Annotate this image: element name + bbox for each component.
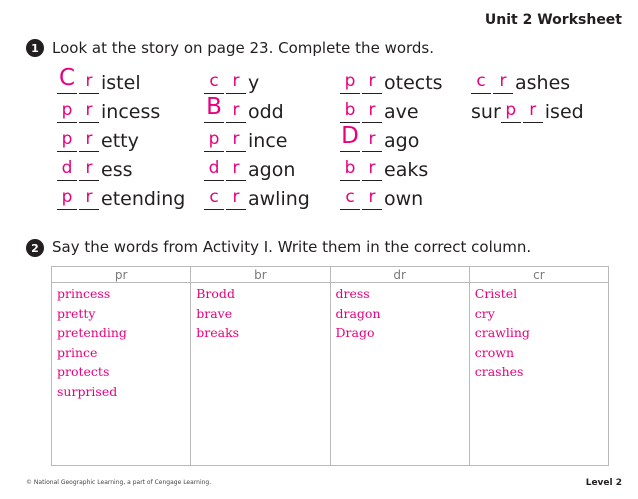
fill-in-word	[57, 93, 160, 123]
fill-in-word	[340, 180, 423, 210]
answer-blank[interactable]: c	[204, 73, 224, 94]
worksheet-title: Unit 2 Worksheet	[484, 12, 622, 28]
fill-in-word	[57, 64, 141, 94]
answer-blank[interactable]: p	[57, 102, 77, 123]
word-ending: agon	[248, 159, 296, 181]
answer-word: breaks	[196, 325, 240, 340]
column-pr[interactable]	[52, 283, 191, 466]
answer-blank[interactable]: p	[501, 102, 521, 123]
answer-word: pretending	[57, 325, 127, 340]
activity-1-number-badge: 1	[26, 39, 44, 57]
answer-blank[interactable]: c	[340, 189, 360, 210]
answer-blank[interactable]: r	[362, 131, 382, 152]
activity-2-number-badge: 2	[26, 239, 44, 257]
answer-blank[interactable]: r	[79, 160, 99, 181]
answer-word: cry	[474, 305, 495, 321]
word-ending: ashes	[515, 72, 571, 94]
answer-blank[interactable]: r	[79, 189, 99, 210]
answer-blank[interactable]: r	[362, 102, 382, 123]
fill-in-word	[340, 93, 419, 123]
answer-blank[interactable]: r	[226, 189, 246, 210]
answer-word: crown	[474, 344, 515, 360]
answer-blank[interactable]: r	[226, 73, 246, 94]
word-ending: awling	[248, 188, 310, 210]
column-br[interactable]	[191, 283, 330, 466]
fill-in-word	[340, 122, 419, 152]
column-cr[interactable]	[469, 283, 608, 466]
answer-word: Cristel	[474, 286, 518, 301]
answer-blank[interactable]: r	[523, 102, 543, 123]
fill-in-word	[204, 151, 295, 181]
fill-in-word	[204, 180, 310, 210]
level-label: Level 2	[585, 478, 622, 488]
fill-in-word	[204, 64, 259, 94]
answer-word: pretty	[57, 305, 96, 321]
activity-1-instruction: Look at the story on page 23. Complete the words.	[52, 39, 435, 57]
answer-blank[interactable]: p	[340, 73, 360, 94]
answer-word: Brodd	[196, 286, 235, 301]
answer-word: princess	[57, 286, 111, 301]
answer-word: Drago	[335, 325, 375, 340]
answer-word: protects	[57, 364, 110, 379]
answer-blank[interactable]: C	[57, 67, 77, 94]
word-ending: odd	[248, 101, 284, 123]
word-ending: ince	[248, 130, 288, 152]
answer-word: dress	[335, 286, 370, 301]
word-ending: own	[384, 188, 424, 210]
answer-blank[interactable]: r	[226, 102, 246, 123]
answer-word: crashes	[474, 364, 524, 379]
answer-blank[interactable]: r	[79, 73, 99, 94]
sorting-table	[51, 266, 609, 466]
answer-blank[interactable]: p	[57, 189, 77, 210]
word-ending: ised	[544, 101, 584, 123]
fill-in-word	[340, 151, 428, 181]
answer-blank[interactable]: B	[204, 96, 224, 123]
answer-blank[interactable]: D	[340, 125, 360, 152]
fill-in-word	[204, 93, 284, 123]
word-ending: incess	[101, 101, 161, 123]
answer-blank[interactable]: r	[362, 73, 382, 94]
word-ending: ago	[384, 130, 420, 152]
copyright-notice: © National Geographic Learning, a part of Cengage Learning.	[26, 479, 212, 486]
word-ending: istel	[101, 72, 141, 94]
fill-in-word	[471, 64, 570, 94]
answer-word: prince	[57, 344, 98, 360]
answer-blank[interactable]: c	[471, 73, 491, 94]
column-dr[interactable]	[330, 283, 469, 466]
word-prefix: sur	[471, 101, 501, 123]
word-ending: ess	[101, 159, 133, 181]
word-ending: eaks	[384, 159, 429, 181]
word-ending: etty	[101, 130, 139, 152]
column-header-br: br	[191, 267, 330, 283]
answer-blank[interactable]: r	[226, 160, 246, 181]
answer-blank[interactable]: r	[79, 131, 99, 152]
answer-word: dragon	[335, 305, 381, 321]
column-header-pr: pr	[52, 267, 191, 283]
answer-blank[interactable]: b	[340, 160, 360, 181]
answer-blank[interactable]: r	[226, 131, 246, 152]
answer-blank[interactable]: d	[57, 160, 77, 181]
activity-2-instruction: Say the words from Activity I. Write them in the correct column.	[52, 238, 532, 256]
word-ending: otects	[384, 72, 443, 94]
answer-blank[interactable]: r	[493, 73, 513, 94]
word-ending: ave	[384, 101, 419, 123]
column-header-cr: cr	[469, 267, 608, 283]
word-ending: y	[248, 72, 260, 94]
word-ending: etending	[101, 188, 186, 210]
answer-blank[interactable]: r	[362, 189, 382, 210]
answer-blank[interactable]: r	[79, 102, 99, 123]
fill-in-word	[204, 122, 287, 152]
answer-blank[interactable]: p	[57, 131, 77, 152]
answer-word: crawling	[474, 325, 530, 340]
fill-in-word	[340, 64, 443, 94]
column-header-dr: dr	[330, 267, 469, 283]
fill-in-word	[471, 93, 584, 123]
answer-word: brave	[196, 305, 233, 321]
answer-word: surprised	[57, 383, 118, 399]
answer-blank[interactable]: b	[340, 102, 360, 123]
fill-in-word	[57, 180, 185, 210]
answer-blank[interactable]: d	[204, 160, 224, 181]
fill-in-word	[57, 151, 133, 181]
answer-blank[interactable]: c	[204, 189, 224, 210]
fill-in-word	[57, 122, 139, 152]
answer-blank[interactable]: p	[204, 131, 224, 152]
answer-blank[interactable]: r	[362, 160, 382, 181]
